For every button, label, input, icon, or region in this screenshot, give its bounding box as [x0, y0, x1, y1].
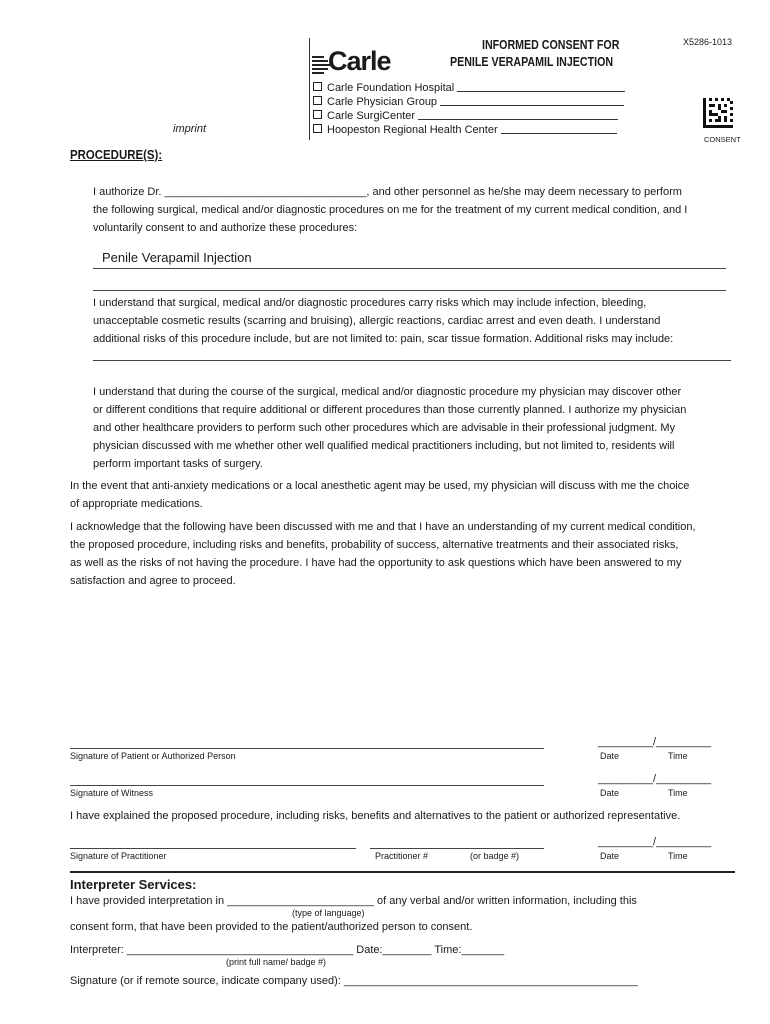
acknowledge-line-4: satisfaction and agree to proceed. — [70, 575, 236, 587]
patient-date-label: Date — [600, 751, 620, 761]
checkbox-icon[interactable] — [313, 82, 322, 91]
badge-number-label: (or badge #) — [470, 851, 520, 861]
interpreter-line-3[interactable]: Interpreter: _____________________________________ Date:________ Time:_______ — [70, 944, 505, 956]
interpreter-name-hint: (print full name/ badge #) — [226, 957, 327, 967]
conditions-line-5: perform important tasks of surgery. — [93, 458, 263, 470]
conditions-line-3: and other healthcare providers to perform such other procedures which are advisable in their professional judgment. My — [93, 422, 676, 434]
practitioner-number-label: Practitioner # — [375, 851, 429, 861]
procedures-heading: PROCEDURE(S): — [70, 147, 163, 162]
authorize-line-2: the following surgical, medical and/or diagnostic procedures on me for the treatment of my current medical condition, and I — [93, 204, 688, 216]
patient-time-label: Time — [668, 751, 688, 761]
form-title-line1: INFORMED CONSENT FOR — [482, 37, 620, 52]
conditions-line-2: or different conditions that require additional or different procedures than those currently planned. I authorize my physician — [93, 404, 687, 416]
witness-signature-label: Signature of Witness — [70, 788, 154, 798]
practitioner-time-label: Time — [668, 851, 688, 861]
witness-signature-field[interactable] — [70, 785, 544, 786]
anxiety-line-1: In the event that anti-anxiety medications or a local anesthetic agent may be used, my physician will discuss with me the choice — [70, 480, 690, 492]
facility-label: Carle Physician Group — [327, 96, 438, 108]
interpreter-line-2: consent form, that have been provided to the patient/authorized person to consent. — [70, 921, 473, 933]
risks-line-1: I understand that surgical, medical and/or diagnostic procedures carry risks which may include infection, bleeding, — [93, 297, 647, 309]
acknowledge-line-2: the proposed procedure, including risks and benefits, probability of success, alternative treatments and their associated risks, — [70, 539, 679, 551]
interpreter-line-1[interactable]: I have provided interpretation in ________________________ of any verbal and/or written information, including this — [70, 895, 637, 907]
risks-line-2: unacceptable cosmetic results (scarring and bruising), allergic reactions, cardiac arrest and even death. I understand — [93, 315, 661, 327]
checkbox-icon[interactable] — [313, 96, 322, 105]
checkbox-icon[interactable] — [313, 110, 322, 119]
facility-option-hospital[interactable] — [313, 82, 625, 94]
practitioner-number-field[interactable] — [370, 848, 544, 849]
patient-date-time-field[interactable]: _________/_________ — [598, 736, 712, 748]
witness-date-label: Date — [600, 788, 620, 798]
practitioner-signature-field[interactable] — [70, 848, 356, 849]
procedure-line-2[interactable] — [93, 290, 726, 291]
witness-time-label: Time — [668, 788, 688, 798]
facility-option-surgicenter[interactable] — [313, 110, 618, 122]
conditions-line-1: I understand that during the course of the surgical, medical and/or diagnostic procedure my physician may discover other — [93, 386, 682, 398]
facility-label: Carle SurgiCenter — [327, 110, 416, 122]
consent-label: CONSENT — [704, 135, 741, 144]
practitioner-date-label: Date — [600, 851, 620, 861]
language-hint: (type of language) — [292, 908, 365, 918]
form-code: X5286-1013 — [683, 37, 733, 47]
checkbox-icon[interactable] — [313, 124, 322, 133]
interpreter-heading: Interpreter Services: — [70, 877, 197, 892]
practitioner-statement: I have explained the proposed procedure, including risks, benefits and alternatives to the patient or authorized representative. — [70, 810, 681, 822]
procedure-line-1[interactable] — [93, 268, 726, 269]
practitioner-date-time-field[interactable]: _________/_________ — [598, 836, 712, 848]
facility-label: Carle Foundation Hospital — [327, 82, 455, 94]
patient-signature-field[interactable] — [70, 748, 544, 749]
authorize-line-1: I authorize Dr. _________________________________, and other personnel as he/she may deem necessary to perform — [93, 186, 682, 198]
facility-label: Hoopeston Regional Health Center — [327, 124, 498, 136]
anxiety-line-2: of appropriate medications. — [70, 498, 203, 510]
acknowledge-line-3: as well as the risks of not having the procedure. I have had the opportunity to ask questions which have been answered to my — [70, 557, 682, 569]
conditions-line-4: physician discussed with me whether other well qualified medical practitioners including, but not limited to, residents will — [93, 440, 675, 452]
interpreter-divider — [70, 871, 735, 873]
facility-option-hoopeston[interactable] — [313, 124, 617, 136]
witness-date-time-field[interactable]: _________/_________ — [598, 773, 712, 785]
additional-risks-line[interactable] — [93, 360, 731, 361]
practitioner-signature-label: Signature of Practitioner — [70, 851, 167, 861]
patient-signature-label: Signature of Patient or Authorized Person — [70, 751, 236, 761]
facility-option-physician-group[interactable] — [313, 96, 624, 108]
authorize-line-3: voluntarily consent to and authorize these procedures: — [93, 222, 358, 234]
form-title-line2: PENILE VERAPAMIL INJECTION — [450, 54, 614, 69]
logo-text: Carle — [328, 46, 391, 76]
risks-line-3: additional risks of this procedure include, but are not limited to: pain, scar tissue formation. Additional risks may include: — [93, 333, 674, 345]
acknowledge-line-1: I acknowledge that the following have been discussed with me and that I have an understanding of my current medical condition, — [70, 521, 696, 533]
interpreter-line-4[interactable]: Signature (or if remote source, indicate company used): ________________________________________________ — [70, 975, 638, 987]
imprint-label: imprint — [173, 123, 207, 135]
qr-code-icon — [703, 98, 733, 128]
procedure-name[interactable]: Penile Verapamil Injection — [102, 250, 252, 265]
header-divider — [309, 38, 310, 140]
